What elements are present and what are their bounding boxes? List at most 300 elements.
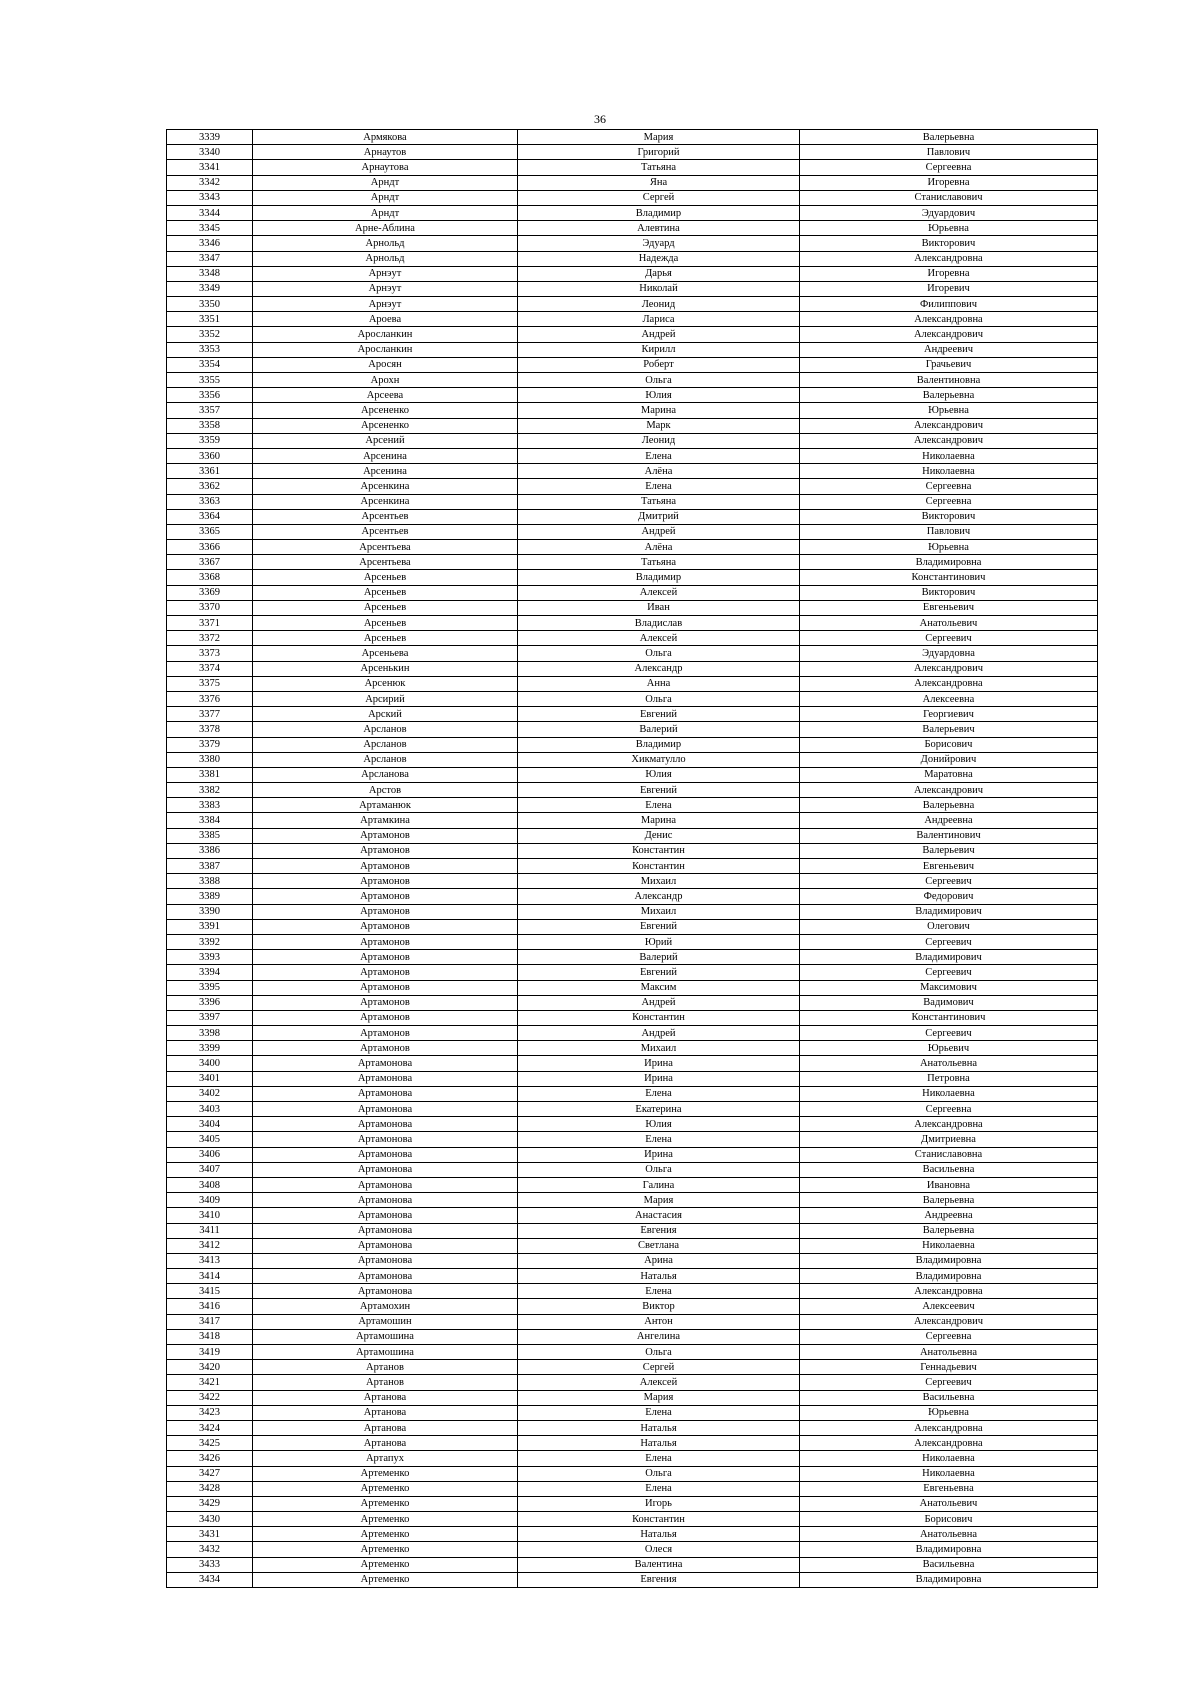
table-row	[167, 919, 1098, 934]
table-row	[167, 388, 1098, 403]
last-name-cell: Артанов	[253, 1360, 518, 1375]
first-name-cell: Ирина	[518, 1147, 800, 1162]
row-number-cell: 3412	[167, 1238, 253, 1253]
first-name-cell: Александр	[518, 889, 800, 904]
first-name-cell: Марина	[518, 813, 800, 828]
first-name-cell: Надежда	[518, 251, 800, 266]
last-name-cell: Артанова	[253, 1405, 518, 1420]
table-row	[167, 1329, 1098, 1344]
row-number-cell: 3363	[167, 494, 253, 509]
table-row	[167, 266, 1098, 281]
patronymic-cell: Юрьевна	[800, 221, 1098, 236]
row-number-cell: 3411	[167, 1223, 253, 1238]
row-number-cell: 3383	[167, 798, 253, 813]
last-name-cell: Арсенкина	[253, 494, 518, 509]
table-row	[167, 1086, 1098, 1101]
row-number-cell: 3368	[167, 570, 253, 585]
patronymic-cell: Павлович	[800, 145, 1098, 160]
first-name-cell: Андрей	[518, 327, 800, 342]
row-number-cell: 3384	[167, 813, 253, 828]
table-row	[167, 616, 1098, 631]
last-name-cell: Артамонов	[253, 995, 518, 1010]
table-row	[167, 540, 1098, 555]
last-name-cell: Арсенина	[253, 464, 518, 479]
first-name-cell: Андрей	[518, 1026, 800, 1041]
row-number-cell: 3423	[167, 1405, 253, 1420]
table-row	[167, 1481, 1098, 1496]
last-name-cell: Артамонов	[253, 950, 518, 965]
table-row	[167, 1284, 1098, 1299]
row-number-cell: 3394	[167, 965, 253, 980]
last-name-cell: Арндт	[253, 175, 518, 190]
first-name-cell: Хикматулло	[518, 752, 800, 767]
last-name-cell: Армякова	[253, 130, 518, 145]
patronymic-cell: Сергеевич	[800, 631, 1098, 646]
first-name-cell: Ирина	[518, 1071, 800, 1086]
first-name-cell: Григорий	[518, 145, 800, 160]
first-name-cell: Виктор	[518, 1299, 800, 1314]
last-name-cell: Арсентьев	[253, 509, 518, 524]
row-number-cell: 3415	[167, 1284, 253, 1299]
patronymic-cell: Юрьевна	[800, 540, 1098, 555]
table-row	[167, 1193, 1098, 1208]
patronymic-cell: Евгеньевич	[800, 600, 1098, 615]
row-number-cell: 3361	[167, 464, 253, 479]
patronymic-cell: Викторович	[800, 509, 1098, 524]
row-number-cell: 3371	[167, 616, 253, 631]
row-number-cell: 3408	[167, 1177, 253, 1192]
row-number-cell: 3378	[167, 722, 253, 737]
table-row	[167, 1117, 1098, 1132]
first-name-cell: Алексей	[518, 585, 800, 600]
patronymic-cell: Александровна	[800, 1420, 1098, 1435]
first-name-cell: Евгений	[518, 783, 800, 798]
patronymic-cell: Алексеевна	[800, 691, 1098, 706]
table-row	[167, 1436, 1098, 1451]
row-number-cell: 3430	[167, 1512, 253, 1527]
patronymic-cell: Александрович	[800, 783, 1098, 798]
first-name-cell: Ольга	[518, 1162, 800, 1177]
last-name-cell: Артамонов	[253, 1010, 518, 1025]
table-row	[167, 1572, 1098, 1587]
first-name-cell: Лариса	[518, 312, 800, 327]
first-name-cell: Марина	[518, 403, 800, 418]
last-name-cell: Артамонов	[253, 843, 518, 858]
last-name-cell: Арне-Аблина	[253, 221, 518, 236]
last-name-cell: Арсланов	[253, 722, 518, 737]
last-name-cell: Арсенкина	[253, 479, 518, 494]
last-name-cell: Арсланова	[253, 767, 518, 782]
patronymic-cell: Донийрович	[800, 752, 1098, 767]
table-row	[167, 403, 1098, 418]
row-number-cell: 3404	[167, 1117, 253, 1132]
first-name-cell: Наталья	[518, 1436, 800, 1451]
patronymic-cell: Николаевна	[800, 1466, 1098, 1481]
row-number-cell: 3354	[167, 357, 253, 372]
first-name-cell: Елена	[518, 1284, 800, 1299]
patronymic-cell: Андреевна	[800, 813, 1098, 828]
patronymic-cell: Сергеевна	[800, 1329, 1098, 1344]
first-name-cell: Екатерина	[518, 1102, 800, 1117]
row-number-cell: 3400	[167, 1056, 253, 1071]
patronymic-cell: Федорович	[800, 889, 1098, 904]
patronymic-cell: Сергеевич	[800, 1026, 1098, 1041]
row-number-cell: 3364	[167, 509, 253, 524]
row-number-cell: 3398	[167, 1026, 253, 1041]
row-number-cell: 3380	[167, 752, 253, 767]
patronymic-cell: Валерьевич	[800, 843, 1098, 858]
row-number-cell: 3377	[167, 707, 253, 722]
row-number-cell: 3395	[167, 980, 253, 995]
table-row	[167, 327, 1098, 342]
page-number: 36	[594, 112, 606, 126]
patronymic-cell: Валерьевна	[800, 1193, 1098, 1208]
row-number-cell: 3433	[167, 1557, 253, 1572]
first-name-cell: Ольга	[518, 1466, 800, 1481]
patronymic-cell: Викторович	[800, 236, 1098, 251]
last-name-cell: Арнаутов	[253, 145, 518, 160]
first-name-cell: Ирина	[518, 1056, 800, 1071]
row-number-cell: 3402	[167, 1086, 253, 1101]
last-name-cell: Артеменко	[253, 1466, 518, 1481]
row-number-cell: 3379	[167, 737, 253, 752]
last-name-cell: Артамонов	[253, 889, 518, 904]
table-row	[167, 828, 1098, 843]
last-name-cell: Артамонова	[253, 1102, 518, 1117]
last-name-cell: Артамонова	[253, 1269, 518, 1284]
table-row	[167, 798, 1098, 813]
patronymic-cell: Анатольевич	[800, 616, 1098, 631]
row-number-cell: 3393	[167, 950, 253, 965]
first-name-cell: Ольга	[518, 691, 800, 706]
row-number-cell: 3356	[167, 388, 253, 403]
last-name-cell: Арсенюк	[253, 676, 518, 691]
first-name-cell: Алексей	[518, 631, 800, 646]
table-row	[167, 1223, 1098, 1238]
patronymic-cell: Андреевна	[800, 1208, 1098, 1223]
first-name-cell: Владимир	[518, 570, 800, 585]
row-number-cell: 3418	[167, 1329, 253, 1344]
first-name-cell: Сергей	[518, 1360, 800, 1375]
first-name-cell: Алексей	[518, 1375, 800, 1390]
first-name-cell: Михаил	[518, 874, 800, 889]
row-number-cell: 3406	[167, 1147, 253, 1162]
patronymic-cell: Вадимович	[800, 995, 1098, 1010]
table-row	[167, 418, 1098, 433]
first-name-cell: Иван	[518, 600, 800, 615]
table-row	[167, 1542, 1098, 1557]
row-number-cell: 3366	[167, 540, 253, 555]
table-row	[167, 494, 1098, 509]
last-name-cell: Арсланов	[253, 752, 518, 767]
row-number-cell: 3360	[167, 448, 253, 463]
patronymic-cell: Александровна	[800, 251, 1098, 266]
patronymic-cell: Борисович	[800, 1512, 1098, 1527]
row-number-cell: 3407	[167, 1162, 253, 1177]
table-row	[167, 1147, 1098, 1162]
first-name-cell: Михаил	[518, 904, 800, 919]
patronymic-cell: Сергеевна	[800, 494, 1098, 509]
first-name-cell: Андрей	[518, 995, 800, 1010]
last-name-cell: Артамонова	[253, 1193, 518, 1208]
table-row	[167, 509, 1098, 524]
row-number-cell: 3425	[167, 1436, 253, 1451]
row-number-cell: 3357	[167, 403, 253, 418]
table-row	[167, 859, 1098, 874]
patronymic-cell: Павлович	[800, 524, 1098, 539]
last-name-cell: Артамонова	[253, 1223, 518, 1238]
row-number-cell: 3422	[167, 1390, 253, 1405]
last-name-cell: Артамонов	[253, 874, 518, 889]
table-row	[167, 1466, 1098, 1481]
table-row	[167, 205, 1098, 220]
patronymic-cell: Васильевна	[800, 1390, 1098, 1405]
table-row	[167, 145, 1098, 160]
last-name-cell: Арндт	[253, 190, 518, 205]
first-name-cell: Антон	[518, 1314, 800, 1329]
first-name-cell: Светлана	[518, 1238, 800, 1253]
first-name-cell: Константин	[518, 859, 800, 874]
last-name-cell: Арсеньев	[253, 570, 518, 585]
last-name-cell: Арсененко	[253, 403, 518, 418]
row-number-cell: 3417	[167, 1314, 253, 1329]
first-name-cell: Кирилл	[518, 342, 800, 357]
row-number-cell: 3339	[167, 130, 253, 145]
last-name-cell: Арсений	[253, 433, 518, 448]
table-row	[167, 221, 1098, 236]
table-row	[167, 1451, 1098, 1466]
table-row	[167, 1360, 1098, 1375]
first-name-cell: Евгений	[518, 965, 800, 980]
last-name-cell: Арсеева	[253, 388, 518, 403]
table-row	[167, 995, 1098, 1010]
patronymic-cell: Сергеевна	[800, 479, 1098, 494]
first-name-cell: Максим	[518, 980, 800, 995]
row-number-cell: 3396	[167, 995, 253, 1010]
first-name-cell: Ангелина	[518, 1329, 800, 1344]
patronymic-cell: Александровна	[800, 676, 1098, 691]
first-name-cell: Леонид	[518, 433, 800, 448]
row-number-cell: 3392	[167, 934, 253, 949]
row-number-cell: 3373	[167, 646, 253, 661]
first-name-cell: Юрий	[518, 934, 800, 949]
table-row	[167, 752, 1098, 767]
table-row	[167, 783, 1098, 798]
last-name-cell: Арсланов	[253, 737, 518, 752]
last-name-cell: Аросланкин	[253, 342, 518, 357]
row-number-cell: 3341	[167, 160, 253, 175]
last-name-cell: Арнэут	[253, 281, 518, 296]
row-number-cell: 3426	[167, 1451, 253, 1466]
first-name-cell: Елена	[518, 1086, 800, 1101]
table-row	[167, 600, 1098, 615]
patronymic-cell: Борисович	[800, 737, 1098, 752]
last-name-cell: Арнэут	[253, 297, 518, 312]
patronymic-cell: Станиславовна	[800, 1147, 1098, 1162]
table-row	[167, 236, 1098, 251]
patronymic-cell: Геннадьевич	[800, 1360, 1098, 1375]
table-row	[167, 1299, 1098, 1314]
last-name-cell: Артеменко	[253, 1572, 518, 1587]
patronymic-cell: Владимировна	[800, 1572, 1098, 1587]
patronymic-cell: Александровна	[800, 312, 1098, 327]
first-name-cell: Владимир	[518, 737, 800, 752]
table-row	[167, 357, 1098, 372]
table-row	[167, 676, 1098, 691]
patronymic-cell: Алексеевич	[800, 1299, 1098, 1314]
table-row	[167, 813, 1098, 828]
table-row	[167, 1071, 1098, 1086]
row-number-cell: 3428	[167, 1481, 253, 1496]
last-name-cell: Арсеньев	[253, 600, 518, 615]
first-name-cell: Татьяна	[518, 555, 800, 570]
first-name-cell: Арина	[518, 1253, 800, 1268]
row-number-cell: 3344	[167, 205, 253, 220]
table-row	[167, 1390, 1098, 1405]
row-number-cell: 3413	[167, 1253, 253, 1268]
table-row	[167, 524, 1098, 539]
patronymic-cell: Юрьевна	[800, 1405, 1098, 1420]
table-row	[167, 661, 1098, 676]
first-name-cell: Валерий	[518, 722, 800, 737]
table-row	[167, 1102, 1098, 1117]
table-row	[167, 737, 1098, 752]
last-name-cell: Артамкина	[253, 813, 518, 828]
patronymic-cell: Александрович	[800, 327, 1098, 342]
row-number-cell: 3385	[167, 828, 253, 843]
last-name-cell: Артамонова	[253, 1208, 518, 1223]
row-number-cell: 3358	[167, 418, 253, 433]
last-name-cell: Арсенина	[253, 448, 518, 463]
last-name-cell: Артамошина	[253, 1329, 518, 1344]
patronymic-cell: Александрович	[800, 418, 1098, 433]
patronymic-cell: Юрьевич	[800, 1041, 1098, 1056]
first-name-cell: Константин	[518, 1010, 800, 1025]
first-name-cell: Валентина	[518, 1557, 800, 1572]
row-number-cell: 3434	[167, 1572, 253, 1587]
last-name-cell: Артамошина	[253, 1345, 518, 1360]
patronymic-cell: Юрьевна	[800, 403, 1098, 418]
patronymic-cell: Владимировна	[800, 1253, 1098, 1268]
patronymic-cell: Станиславович	[800, 190, 1098, 205]
table-row	[167, 1041, 1098, 1056]
last-name-cell: Арнольд	[253, 236, 518, 251]
row-number-cell: 3416	[167, 1299, 253, 1314]
last-name-cell: Артеменко	[253, 1557, 518, 1572]
first-name-cell: Анна	[518, 676, 800, 691]
patronymic-cell: Николаевна	[800, 1451, 1098, 1466]
last-name-cell: Арсенькин	[253, 661, 518, 676]
table-row	[167, 1010, 1098, 1025]
first-name-cell: Андрей	[518, 524, 800, 539]
patronymic-cell: Васильевна	[800, 1162, 1098, 1177]
row-number-cell: 3340	[167, 145, 253, 160]
patronymic-cell: Александрович	[800, 433, 1098, 448]
patronymic-cell: Владимировна	[800, 1542, 1098, 1557]
last-name-cell: Артапух	[253, 1451, 518, 1466]
row-number-cell: 3376	[167, 691, 253, 706]
table-row	[167, 904, 1098, 919]
first-name-cell: Елена	[518, 1405, 800, 1420]
patronymic-cell: Александровна	[800, 1284, 1098, 1299]
row-number-cell: 3382	[167, 783, 253, 798]
first-name-cell: Евгений	[518, 707, 800, 722]
patronymic-cell: Эдуардович	[800, 205, 1098, 220]
patronymic-cell: Андреевич	[800, 342, 1098, 357]
patronymic-cell: Маратовна	[800, 767, 1098, 782]
first-name-cell: Елена	[518, 479, 800, 494]
first-name-cell: Елена	[518, 1132, 800, 1147]
last-name-cell: Артамонова	[253, 1056, 518, 1071]
patronymic-cell: Николаевна	[800, 1238, 1098, 1253]
row-number-cell: 3367	[167, 555, 253, 570]
row-number-cell: 3424	[167, 1420, 253, 1435]
row-number-cell: 3388	[167, 874, 253, 889]
last-name-cell: Арсирий	[253, 691, 518, 706]
patronymic-cell: Анатольевич	[800, 1496, 1098, 1511]
last-name-cell: Артанов	[253, 1375, 518, 1390]
table-row	[167, 1375, 1098, 1390]
row-number-cell: 3409	[167, 1193, 253, 1208]
first-name-cell: Марк	[518, 418, 800, 433]
first-name-cell: Дарья	[518, 266, 800, 281]
first-name-cell: Константин	[518, 843, 800, 858]
table-row	[167, 281, 1098, 296]
table-row	[167, 175, 1098, 190]
last-name-cell: Артеменко	[253, 1496, 518, 1511]
table-row	[167, 1512, 1098, 1527]
patronymic-cell: Николаевна	[800, 448, 1098, 463]
last-name-cell: Артамонова	[253, 1238, 518, 1253]
first-name-cell: Леонид	[518, 297, 800, 312]
first-name-cell: Алёна	[518, 540, 800, 555]
first-name-cell: Юлия	[518, 767, 800, 782]
last-name-cell: Арнольд	[253, 251, 518, 266]
table-row	[167, 631, 1098, 646]
first-name-cell: Ольга	[518, 1345, 800, 1360]
row-number-cell: 3421	[167, 1375, 253, 1390]
first-name-cell: Михаил	[518, 1041, 800, 1056]
last-name-cell: Артамонова	[253, 1177, 518, 1192]
last-name-cell: Артамонова	[253, 1132, 518, 1147]
first-name-cell: Владимир	[518, 205, 800, 220]
patronymic-cell: Александрович	[800, 1314, 1098, 1329]
last-name-cell: Артамонов	[253, 904, 518, 919]
row-number-cell: 3342	[167, 175, 253, 190]
roster-body	[167, 130, 1098, 1588]
table-row	[167, 464, 1098, 479]
last-name-cell: Артамонов	[253, 859, 518, 874]
first-name-cell: Елена	[518, 448, 800, 463]
patronymic-cell: Васильевна	[800, 1557, 1098, 1572]
row-number-cell: 3391	[167, 919, 253, 934]
patronymic-cell: Анатольевна	[800, 1527, 1098, 1542]
table-row	[167, 1345, 1098, 1360]
patronymic-cell: Грачьевич	[800, 357, 1098, 372]
row-number-cell: 3420	[167, 1360, 253, 1375]
row-number-cell: 3419	[167, 1345, 253, 1360]
first-name-cell: Елена	[518, 798, 800, 813]
table-row	[167, 1177, 1098, 1192]
table-row	[167, 312, 1098, 327]
table-row	[167, 251, 1098, 266]
patronymic-cell: Константинович	[800, 1010, 1098, 1025]
first-name-cell: Мария	[518, 1390, 800, 1405]
last-name-cell: Артамонова	[253, 1284, 518, 1299]
last-name-cell: Артамонова	[253, 1071, 518, 1086]
first-name-cell: Юлия	[518, 1117, 800, 1132]
row-number-cell: 3427	[167, 1466, 253, 1481]
